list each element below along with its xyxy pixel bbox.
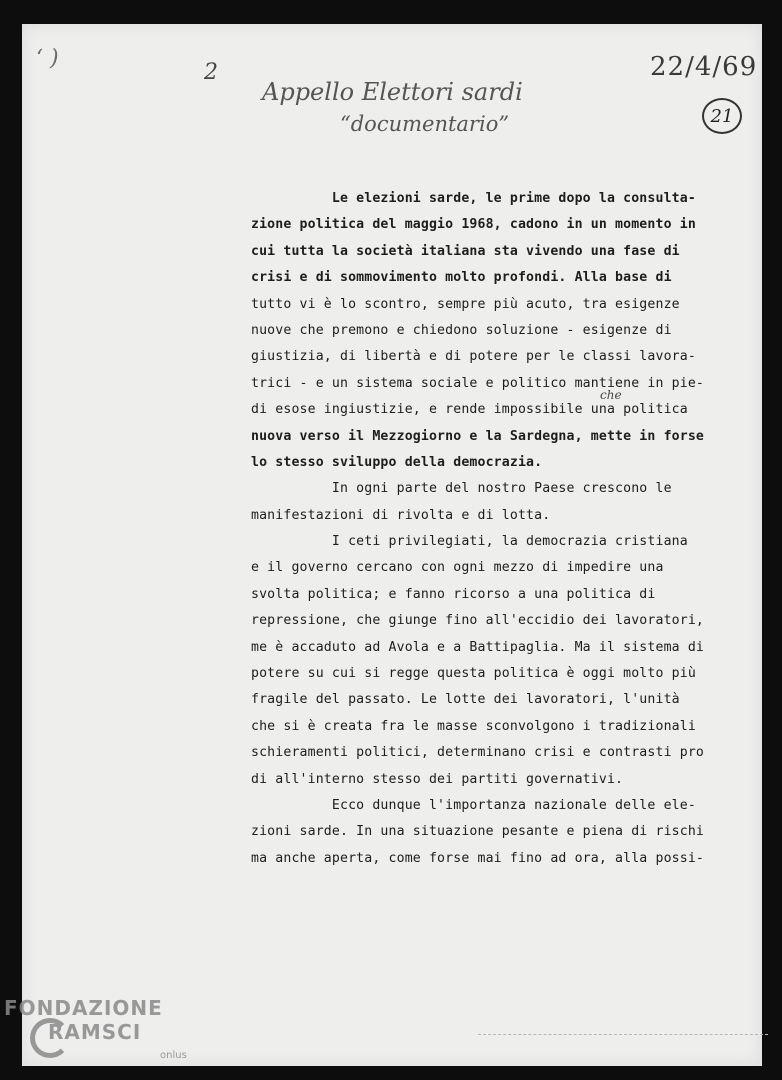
text-line: repressione, che giunge fino all'eccidio dei lavoratori, <box>251 613 705 629</box>
handwritten-title: Appello Elettori sardi <box>262 78 523 106</box>
handwritten-margin-mark: ‘ ) <box>36 46 59 71</box>
text-line: fragile del passato. Le lotte dei lavoratori, l'unità <box>251 692 680 708</box>
watermark-line2: RAMSCI <box>48 1020 142 1044</box>
text-line: zione politica del maggio 1968, cadono in un momento in <box>251 217 696 233</box>
text-line: schieramenti politici, determinano crisi e contrasti pro <box>251 745 705 761</box>
text-line: nuova verso il Mezzogiorno e la Sardegna, mette in forse <box>251 428 705 444</box>
text-line: e il governo cercano con ogni mezzo di impedire una <box>251 560 664 576</box>
text-line: crisi e di sommovimento molto profondi. Alla base di <box>251 270 672 286</box>
text-line: che si è creata fra le masse sconvolgono i tradizionali <box>251 718 696 734</box>
text-line: Le elezioni sarde, le prime dopo la consulta- <box>251 191 696 206</box>
text-line: manifestazioni di rivolta e di lotta. <box>251 507 551 523</box>
text-line: potere su cui si regge questa politica è oggi molto più <box>251 666 696 682</box>
text-line: zioni sarde. In una situazione pesante e piena di rischi <box>251 824 705 840</box>
text-line: di esose ingiustizie, e rende impossibile una politica <box>251 402 688 418</box>
typed-letter-body <box>251 186 771 872</box>
text-line: trici - e un sistema sociale e politico mantiene in pie- <box>251 375 705 391</box>
text-line: giustizia, di libertà e di potere per le classi lavora- <box>251 349 696 365</box>
text-line: I ceti privilegiati, la democrazia cristiana <box>251 534 688 550</box>
handwritten-date: 22/4/69 <box>650 52 758 82</box>
handwritten-page-mark: 2 <box>204 60 218 85</box>
watermark-line1: FONDAZIONE <box>4 996 163 1020</box>
text-line: di all'interno stesso dei partiti governativi. <box>251 771 624 787</box>
text-line: tutto vi è lo scontro, sempre più acuto, tra esigenze <box>251 296 680 312</box>
text-line: lo stesso sviluppo della democrazia. <box>251 454 543 470</box>
handwritten-subtitle: “documentario” <box>340 112 510 136</box>
text-line: svolta politica; e fanno ricorso a una politica di <box>251 586 656 602</box>
fondazione-gramsci-watermark <box>4 992 204 1076</box>
text-line: In ogni parte del nostro Paese crescono le <box>251 481 672 497</box>
text-line: me è accaduto ad Avola e a Battipaglia. Ma il sistema di <box>251 639 705 655</box>
text-line: cui tutta la società italiana sta vivendo una fase di <box>251 243 680 259</box>
text-line: nuove che premono e chiedono soluzione - esigenze di <box>251 322 672 338</box>
text-line: ma anche aperta, come forse mai fino ad ora, alla possi- <box>251 850 705 866</box>
circled-page-number: 21 <box>702 98 742 134</box>
watermark-line3: onlus <box>160 1050 187 1061</box>
handwritten-insertion: che <box>600 388 622 402</box>
text-line: Ecco dunque l'importanza nazionale delle ele- <box>251 797 696 813</box>
page-edge-rule <box>478 1034 768 1036</box>
document-page <box>22 24 762 1066</box>
